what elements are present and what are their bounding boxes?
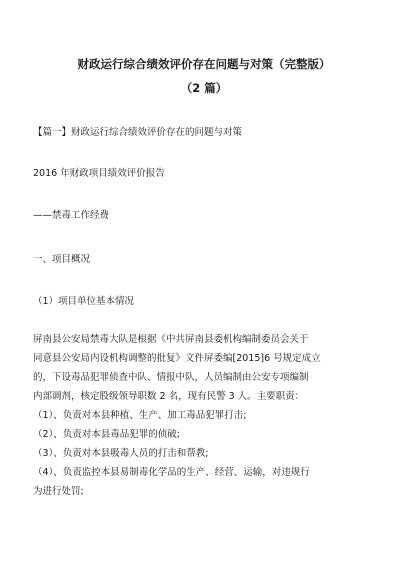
report-title: 2016 年财政项目绩效评价报告 (33, 168, 165, 179)
paragraph-line: 同意县公安局内设机构调整的批复》文件屏委编[2015]6 号规定成立 (33, 353, 321, 364)
heading-project-overview: 一、项目概况 (33, 254, 91, 265)
duty-item: （2）、负责对本县毒品犯罪的侦破; (33, 429, 180, 440)
duty-item-line: 为进行处罚; (33, 486, 84, 497)
paragraph-line: 屏南县公安局禁毒大队是根据《中共屏南县委机构编制委员会关于 (33, 334, 309, 345)
duty-item-line: （4）、负责监控本县易制毒化学品的生产、经营、运输，对违规行 (33, 467, 310, 478)
paragraph-line: 内部调剂，核定股级领导职数 2 名，现有民警 3 人。主要职责： (33, 391, 305, 402)
section-heading: 【篇一】财政运行综合绩效评价存在的问题与对策 (33, 127, 243, 138)
heading-unit-info: （1）项目单位基本情况 (33, 296, 135, 307)
duties-list (33, 406, 377, 501)
paragraph-line: 的，下设毒品犯罪侦查中队、情报中队，人员编制由公安专项编制 (33, 372, 309, 383)
body-paragraph (33, 330, 377, 406)
document-title: 财政运行综合绩效评价存在问题与对策（完整版） (77, 57, 331, 71)
duty-item: （3）、负责对本县吸毒人员的打击和帮教; (33, 448, 209, 459)
duty-item: （1）、负责对本县种植、生产、加工毒品犯罪打击; (33, 410, 247, 421)
document-title-count: （2 篇） (180, 81, 228, 95)
report-subtitle: ——禁毒工作经费 (33, 210, 110, 221)
